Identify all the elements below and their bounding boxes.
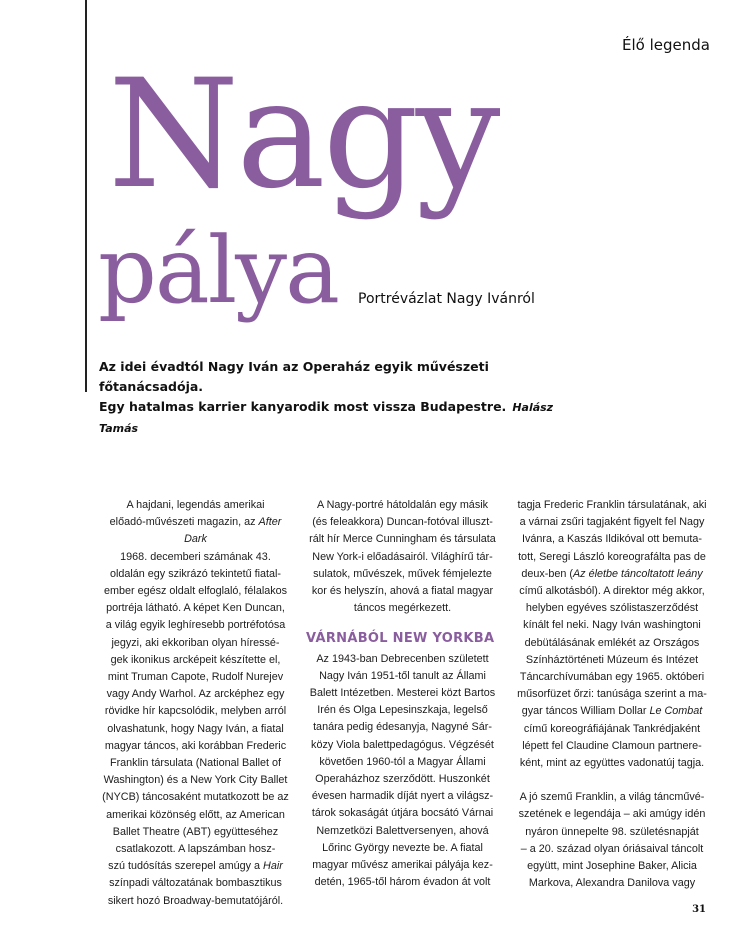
text-line: táncos megérkezett. <box>353 602 452 615</box>
text-line: tárok sokaságát útjára bocsátó Várnai <box>311 807 494 820</box>
text-line: gek ikonikus arcképeit készítette el, <box>110 653 281 666</box>
author-byline: Halász Tamás <box>99 401 554 435</box>
text-line: Színháztörténeti Múzeum és Intézet <box>525 653 699 666</box>
text-line: Franklin társulata (National Ballet of <box>109 757 282 770</box>
text-line: A Nagy-portré hátoldalán egy másik <box>316 499 489 511</box>
text-line: gyar táncos William Dollar Le Combat <box>521 705 703 718</box>
subtitle: Portrévázlat Nagy Ivánról <box>358 291 535 307</box>
text-line: Ballet Theatre (ABT) együtteséhez <box>112 825 279 838</box>
text-line: közy Viola balettpedagógus. Végzését <box>311 738 494 751</box>
text-line: Lőrinc György nevezte be. A fiatal <box>322 841 483 854</box>
article-column-1 <box>99 497 292 910</box>
text-line: sulatok, művészek, művek fémjelezte <box>313 567 492 580</box>
headline-line-1: Nagy <box>108 48 498 222</box>
text-line: előadó-művészeti magazin, az After Dark <box>109 516 282 546</box>
text-line: – a 20. század olyan óriásaival táncolt <box>520 842 704 855</box>
work-title: Az életbe táncoltatott leány <box>572 567 703 580</box>
text-line: műsorfüzet őrzi: tanúsága szerint a ma- <box>517 688 707 701</box>
text-line: Washington) és a New York City Ballet <box>103 774 288 787</box>
text-line: nyáron ünnepelte 98. születésnapját <box>525 825 699 838</box>
lead-line-2 <box>99 397 569 439</box>
text-line: együtt, mint Josephine Baker, Alicia <box>527 860 697 873</box>
article-column-2 <box>306 497 499 891</box>
text-line: csatlakozott. A lapszámban hosz- <box>115 843 276 856</box>
text-line: detén, 1965-től három évadon át volt <box>314 876 491 889</box>
headline-line-2: pálya <box>98 217 338 324</box>
vertical-rule <box>85 0 87 392</box>
show-title: Hair <box>263 860 283 873</box>
text-line: jegyzi, aki ekkoriban olyan híressé- <box>111 636 280 649</box>
text-line: Nemzetközi Balettversenyen, ahová <box>316 824 489 837</box>
text-line: New York-i előadásairól. Világhírű tár- <box>312 550 493 563</box>
text-line: Az 1943-ban Debrecenben született <box>316 652 489 665</box>
text-line: A hajdani, legendás amerikai <box>126 499 265 511</box>
lead-line-1: Az idei évadtól Nagy Iván az Operaház egyik művészeti főtanácsadója. <box>99 359 489 394</box>
text-line: debütálásának emlékét az Országos <box>524 636 700 649</box>
text-line: A jó szemű Franklin, a világ táncművé- <box>519 791 705 804</box>
page-number: 31 <box>692 904 706 915</box>
text-line: 1968. decemberi számának 43. <box>120 550 271 563</box>
text-line: lépett fel Claudine Clamoun partnere- <box>522 739 702 752</box>
text-line: sikert hozó Broadway-bemutatójáról. <box>107 894 284 907</box>
text-line: a világ egyik leghíresebb portréfotósa <box>105 619 286 632</box>
work-title: Le Combat <box>649 705 703 718</box>
text-line: magyar művész amerikai pályája kez- <box>312 859 493 872</box>
text-line: Operaházhoz szerződött. Huszonkét <box>315 773 490 786</box>
text-line: Irén és Olga Lepesinszkaja, legelső <box>317 704 488 717</box>
text-line: portréja látható. A képet Ken Duncan, <box>106 602 285 615</box>
text-line: a várnai zsűri tagjaként figyelt fel Nagy <box>519 516 705 529</box>
text-line: rált hír Merce Cunningham és társulata <box>309 533 496 546</box>
text-line: deux-ben (Az életbe táncoltatott leány <box>521 567 703 580</box>
text-line: tagja Frederic Franklin társulatának, aki <box>517 499 707 511</box>
text-line: magyar táncos, aki korábban Frederic <box>104 739 287 752</box>
text-line: követően 1960-tól a Magyar Állami <box>319 755 486 768</box>
lead-paragraph <box>99 357 569 439</box>
text-line: amerikai közönség előtt, az American <box>106 808 285 821</box>
text-line: Nagy Iván 1951-től tanult az Állami <box>319 669 486 682</box>
text-line: színpadi változatának bombasztikus <box>109 877 282 890</box>
text-line: évesen harmadik díját nyert a világsz- <box>311 790 494 803</box>
text-line: szú tudósítás szerepel amúgy a Hair <box>108 860 283 873</box>
text-line: vagy Andy Warhol. Az arcképhez egy <box>106 688 285 701</box>
text-line: mint Truman Capote, Rudolf Nurejev <box>107 671 284 684</box>
article-column-3 <box>514 497 710 892</box>
lead-line-2-text: Egy hatalmas karrier kanyarodik most vissza Budapestre. <box>99 399 507 414</box>
text-line: kínált fel neki. Nagy Iván washingtoni <box>523 619 701 632</box>
text-line: (és feleakkora) Duncan-fotóval illuszt- <box>312 516 493 529</box>
magazine-title: After Dark <box>184 516 282 546</box>
text-line: tanára pedig édesanyja, Nagyné Sár- <box>313 721 492 734</box>
paragraph-gap <box>514 772 710 789</box>
text-line: Balett Intézetben. Mesterei közt Bartos <box>309 687 496 700</box>
text-line: ember egész oldalt elfoglaló, félalakos <box>103 585 288 598</box>
text-line: rövidke hír kapcsolódik, melyben arról <box>104 705 287 718</box>
text-line: Ivánra, a Kaszás Ildikóval ott bemuta- <box>521 533 703 546</box>
text-line: oldalán egy szikrázó tekintetű fiatal- <box>109 567 282 580</box>
text-line: Markova, Alexandra Danilova vagy <box>528 877 696 890</box>
section-subheading: VÁRNÁBÓL NEW YORKBA <box>306 631 495 647</box>
text-line: kor és helyszín, ahová a fiatal magyar <box>311 585 494 598</box>
text-line: című koreográfiájának Tankrédjaként <box>523 722 701 735</box>
section-kicker: Élő legenda <box>622 36 710 54</box>
text-line: című alkotásból). A direktor még akkor, <box>519 585 705 598</box>
text-line: olvashatunk, hogy Nagy Iván, a fiatal <box>107 722 284 735</box>
text-line: Táncarchívumában egy 1965. októberi <box>519 671 705 684</box>
text-line: tott, Seregi László koreografálta pas de <box>518 550 706 563</box>
text-line: (NYCB) táncosaként mutatkozott be az <box>102 791 289 804</box>
text-line: szetének e legendája – aki amúgy idén <box>518 808 706 821</box>
text-line: helyben egyéves szólistaszerződést <box>525 602 699 615</box>
text-line: ként, mint az együttes vadonatúj tagja. <box>519 757 705 770</box>
